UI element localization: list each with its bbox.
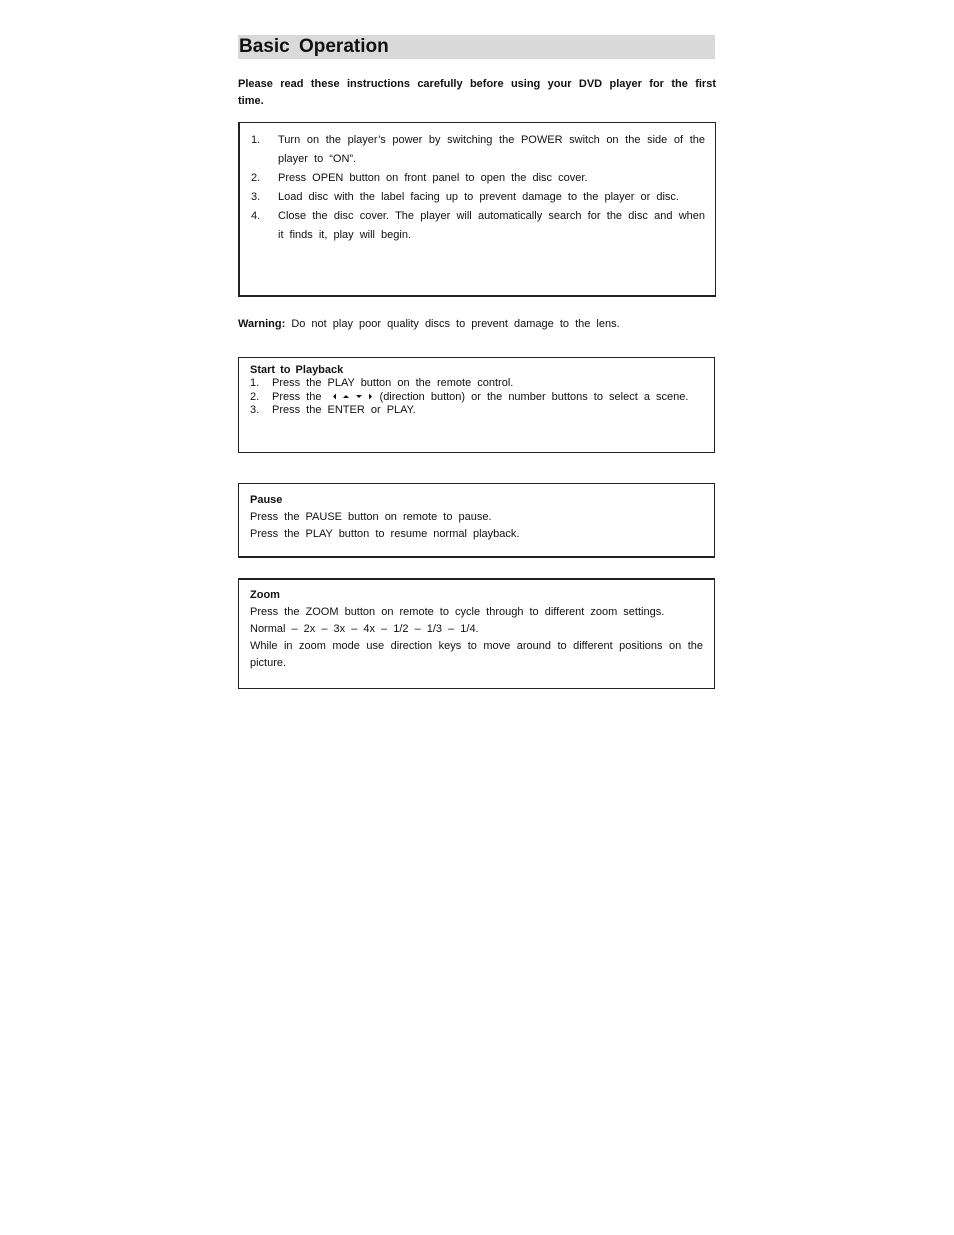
- step-number: 2.: [250, 390, 260, 403]
- down-arrow-icon: [356, 395, 362, 398]
- warning-label: Warning:: [238, 318, 286, 330]
- step-text: Close the disc cover. The player will automatically search for the disc and when it finds it, play will begin.: [278, 210, 705, 241]
- step-text-before: Press the: [272, 390, 322, 403]
- zoom-title: Zoom: [250, 589, 280, 601]
- step-number: 4.: [251, 210, 261, 222]
- pause-line: Press the PLAY button to resume normal playback.: [250, 528, 520, 540]
- intro-text: Please read these instructions carefully before using your DVD player for the first time.: [238, 78, 716, 107]
- right-arrow-icon: [369, 394, 372, 400]
- pause-box: [238, 483, 715, 558]
- playback-title: Start to Playback: [250, 364, 344, 376]
- warning-note: [238, 316, 620, 333]
- step-number: 1.: [250, 377, 260, 389]
- warning-text: Do not play poor quality discs to prevent damage to the lens.: [291, 318, 620, 330]
- playback-step: [250, 377, 703, 391]
- playback-content: [250, 363, 703, 418]
- playback-box: [238, 357, 715, 453]
- step-text: Press OPEN button on front panel to open the disc cover.: [278, 172, 588, 184]
- setup-step: [251, 169, 705, 188]
- step-number: 3.: [250, 404, 260, 416]
- setup-step: [251, 131, 705, 169]
- zoom-content: [250, 587, 703, 672]
- zoom-box: [238, 578, 715, 689]
- setup-steps-box: [238, 122, 716, 297]
- page-title: Basic Operation: [239, 36, 389, 57]
- zoom-line: While in zoom mode use direction keys to move around to different positions on the picture.: [250, 640, 703, 669]
- step-text-after: (direction button) or the number buttons to select a scene.: [379, 390, 689, 403]
- playback-steps-list: [250, 377, 703, 418]
- playback-step: [250, 391, 703, 405]
- zoom-line: Normal – 2x – 3x – 4x – 1/2 – 1/3 – 1/4.: [250, 623, 479, 635]
- step-text: Turn on the player’s power by switching the POWER switch on the side of the player to “ON”.: [278, 134, 705, 165]
- left-arrow-icon: [333, 394, 336, 400]
- step-text: Load disc with the label facing up to prevent damage to the player or disc.: [278, 191, 679, 203]
- setup-steps-list: [251, 131, 705, 245]
- step-number: 3.: [251, 191, 261, 203]
- pause-line: Press the PAUSE button on remote to pause.: [250, 511, 492, 523]
- step-text: Press the ENTER or PLAY.: [272, 404, 416, 416]
- setup-step: [251, 207, 705, 245]
- step-number: 1.: [251, 134, 261, 146]
- setup-step: [251, 188, 705, 207]
- title-bar: [238, 35, 715, 59]
- zoom-line: Press the ZOOM button on remote to cycle through to different zoom settings.: [250, 606, 665, 618]
- step-text: Press the PLAY button on the remote control.: [272, 377, 514, 389]
- pause-content: [250, 492, 703, 543]
- up-arrow-icon: [343, 395, 349, 398]
- direction-arrows-icon: [330, 392, 378, 401]
- playback-step: [250, 404, 703, 418]
- pause-title: Pause: [250, 494, 283, 506]
- step-number: 2.: [251, 172, 261, 184]
